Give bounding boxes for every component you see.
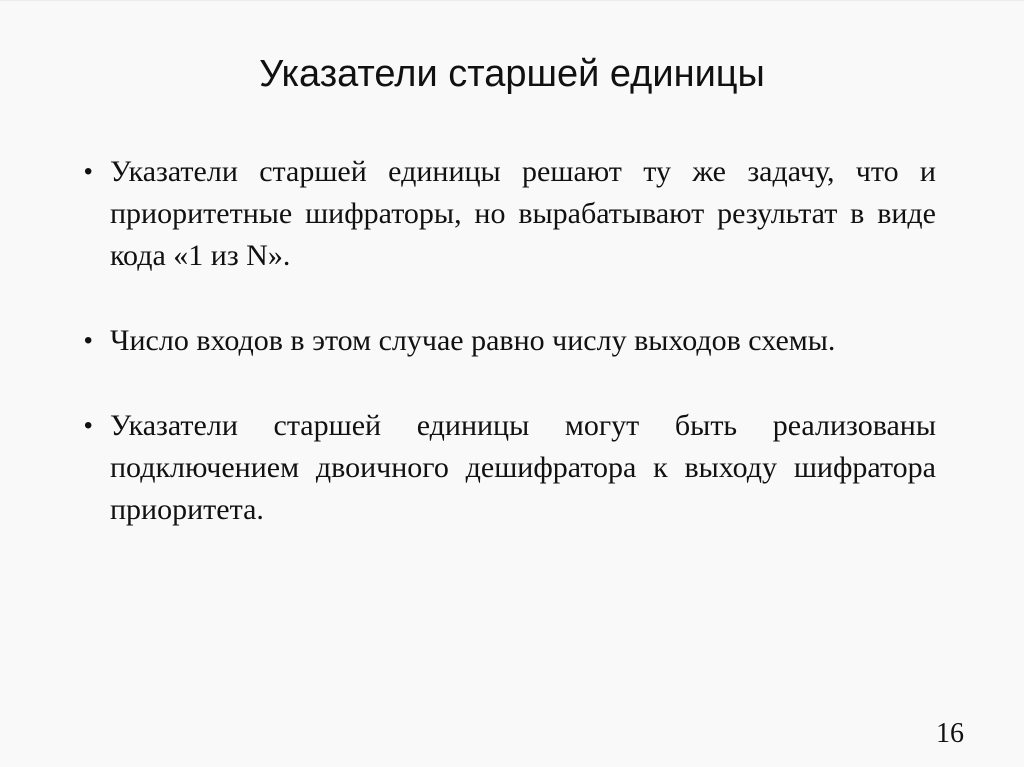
bullet-text: Указатели старшей единицы решают ту же задачу, что и приоритетные шифраторы, но вырабатывают результат в виде кода «1 из N». — [110, 155, 936, 272]
bullet-list — [84, 151, 936, 531]
bullet-marker: • — [84, 412, 93, 439]
bullet-item — [84, 405, 936, 531]
bullet-text: Число входов в этом случае равно числу выходов схемы. — [110, 324, 836, 357]
bullet-marker: • — [84, 158, 93, 185]
page-number: 16 — [936, 718, 964, 749]
bullet-text: Указатели старшей единицы могут быть реализованы подключением двоичного дешифратора к выходу шифратора приоритета. — [110, 409, 936, 526]
bullet-item — [84, 151, 936, 277]
slide-title: Указатели старшей единицы — [259, 53, 765, 95]
bullet-marker: • — [84, 327, 93, 354]
bullet-item — [84, 320, 936, 362]
